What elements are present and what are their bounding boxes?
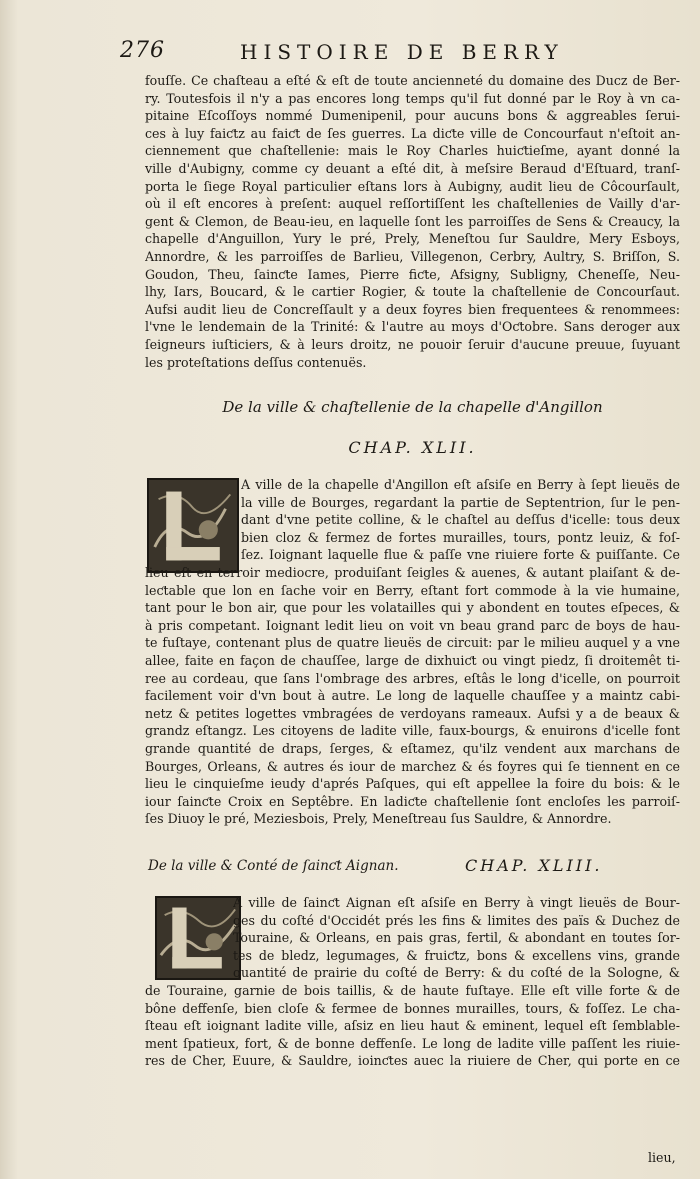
text-line: ſteau eſt ioignant ladite ville, aſsiz en lieu haut & eminent, lequel eſt ſemblable- — [145, 1018, 680, 1034]
text-line: Touraine, & Orleans, en pais gras, fertil, & abondant en toutes ſor- — [233, 930, 680, 946]
catchword: lieu, — [648, 1150, 676, 1165]
text-line: allee, faite en façon de chauſſee, large de dixhuiƈt ou vingt piedz, ſi droitemêt ti- — [145, 652, 680, 668]
text-line: res de Cher, Euure, & Sauldre, ioinƈtes auec la riuiere de Cher, qui porte en ce — [145, 1053, 680, 1069]
paragraph-continuation — [145, 72, 680, 371]
text-line: facilement voir d'vn bout à autre. Le long de laquelle chauſſee y a maintz cabi- — [145, 688, 680, 704]
text-line: gent & Clemon, de Beau-ieu, en laquelle ſont les parroiſſes de Sens & Creaucy, la — [145, 213, 680, 229]
paragraph-saint-aignan — [145, 982, 680, 1070]
text-line: lieu le cinquieſme ieudy d'aprés Paſques, qui eſt appellee la foire du bois: & le — [145, 776, 680, 792]
text-line: leƈtable que lon en ſache voir en Berry, eſtant fort commode à la vie humaine, — [145, 582, 680, 598]
section-title-chapelle-angillon: De la ville & chaſtellenie de la chapelle d'Angillon — [222, 398, 603, 416]
page-number: 276 — [120, 38, 165, 63]
text-line: ces à luy faiƈtz au faiƈt de ſes guerres. La diƈte ville de Concourfaut n'eſtoit an- — [145, 125, 680, 141]
paragraph-chapelle-angillon-intro — [145, 476, 680, 564]
text-line: ry. Toutesfois il n'y a pas encores long temps qu'il fut donné par le Roy à vn ca- — [145, 90, 680, 106]
text-line: pitaine Eſcoſſoys nommé Dumenipenil, pour aucuns bons & aggreables ſerui- — [145, 108, 680, 124]
text-line: Annordre, & les parroiſſes de Barlieu, Villegenon, Cerbry, Aultry, S. Briſſon, S. — [145, 248, 680, 264]
chapter-number-42: CHAP. XLII. — [348, 438, 477, 457]
text-line: où il eſt encores à preſent: auquel reſſortiſſent les chaſtellenies de Vailly d'ar- — [145, 196, 680, 212]
text-line: tes de bledz, legumages, & fruiƈtz, bons & excellens vins, grande — [233, 947, 680, 963]
text-line: ment ſpatieux, fort, & de bonne deffenſe. Le long de ladite ville paſſent les riuie- — [145, 1035, 680, 1051]
text-line: ſez. Ioignant laquelle flue & paſſe vne riuiere forte & puiſſante. Ce — [241, 547, 680, 563]
text-line: grandz eſtangz. Les citoyens de ladite ville, faux-bourgs, & enuirons d'icelle font — [145, 723, 680, 739]
text-line: A ville de ſainƈt Aignan eſt aſsiſe en Berry à vingt lieuës de Bour- — [233, 895, 680, 910]
text-line: dant d'vne petite colline, & le chaſtel au deſſus d'icelle: tous deux — [241, 512, 680, 528]
text-line: ſes Diuoy le pré, Meziesbois, Prely, Meneſtreau ſus Sauldre, & Annordre. — [145, 811, 612, 827]
text-line: netz & petites logettes vmbragées de verdoyans rameaux. Aufsi y a de beaux & — [145, 705, 680, 721]
text-line: l'vne le lendemain de la Trinité: & l'autre au moys d'Oƈtobre. Sans deroger aux — [145, 319, 680, 335]
text-line: la ville de Bourges, regardant la partie de Septentrion, ſur le pen- — [241, 494, 680, 510]
text-line: lieu eſt en terroir mediocre, produiſant ſeigles & auenes, & autant plaiſant & de- — [145, 565, 680, 580]
text-line: A ville de la chapelle d'Angillon eſt aſsiſe en Berry à ſept lieuës de — [241, 477, 680, 492]
text-line: grande quantité de draps, ſerges, & eſtamez, qu'ilz vendent aux marchans de — [145, 740, 680, 756]
text-line: Goudon, Theu, ſainƈte Iames, Pierre fiƈte, Afsigny, Subligny, Cheneſſe, Neu- — [145, 266, 680, 282]
text-line: ciennement que chaſtellenie: mais le Roy Charles huiƈtieſme, ayant donné la — [145, 143, 680, 159]
paragraph-saint-aignan-intro — [145, 894, 680, 982]
running-title: HISTOIRE DE BERRY — [240, 40, 564, 64]
text-line: ville d'Aubigny, comme cy deuant a eſté dit, à meſsire Beraud d'Eſtuard, tranſ- — [145, 160, 680, 176]
text-line: Bourges, Orleans, & autres és iour de marchez & és foyres qui ſe tiennent en ce — [145, 758, 680, 774]
chapter-number-43: CHAP. XLIII. — [465, 856, 603, 875]
text-line: ges du coſté d'Occidét prés les fins & limites des païs & Duchez de — [233, 912, 680, 928]
text-line: de Touraine, garnie de bois taillis, & de haute fuſtaye. Elle eſt ville forte & de — [145, 983, 680, 998]
text-line: bien cloz & fermez de fortes murailles, tours, pontz leuiz, & foſ- — [241, 529, 680, 545]
text-line: les proteſtations deſſus contenuës. — [145, 354, 367, 370]
text-line: Aufsi audit lieu de Concreſſault y a deux foyres bien frequentees & renommees: — [145, 301, 680, 317]
text-line: lhy, Iars, Boucard, & le cartier Rogier, & toute la chaſtellenie de Concourſaut. — [145, 284, 680, 300]
text-line: bône deffenſe, bien cloſe & fermee de bonnes murailles, tours, & foſſez. Le cha- — [145, 1000, 680, 1016]
text-line: quantité de prairie du coſté de Berry: & du coſté de la Sologne, & — [233, 965, 680, 981]
text-line: à pris competant. Ioignant ledit lieu on voit vn beau grand parc de boys de hau- — [145, 617, 680, 633]
text-line: ree au cordeau, que ſans l'ombrage des arbres, eſtâs le long d'icelle, on pourroit — [145, 670, 680, 686]
running-header — [120, 38, 680, 68]
text-line: iour ſainƈte Croix en Septêbre. En ladiƈte chaſtellenie ſont encloſes les parroiſ- — [145, 793, 680, 809]
text-line: chapelle d'Anguillon, Yury le pré, Prely, Meneſtou ſur Sauldre, Mery Esboys, — [145, 231, 680, 247]
paragraph-chapelle-angillon — [145, 564, 680, 828]
text-line: fouſſe. Ce chaſteau a eſté & eſt de toute ancienneté du domaine des Ducz de Ber- — [145, 73, 680, 88]
text-line: porta le ſiege Royal particulier eſtans lors à Aubigny, audit lieu de Côcourſault, — [145, 178, 680, 194]
text-line: te fuſtaye, contenant plus de quatre lieuës de circuit: par le milieu auquel y a vne — [145, 635, 680, 651]
text-line: tant pour le bon air, que pour les volatailles qui y abondent en toutes eſpeces, & — [145, 600, 680, 616]
section-title-saint-aignan: De la ville & Conté de ſainƈt Aignan. — [148, 858, 399, 874]
text-line: ſeigneurs iuſticiers, & à leurs droitz, ne pouoir ſeruir d'aucune preuue, ſuyuant — [145, 336, 680, 352]
